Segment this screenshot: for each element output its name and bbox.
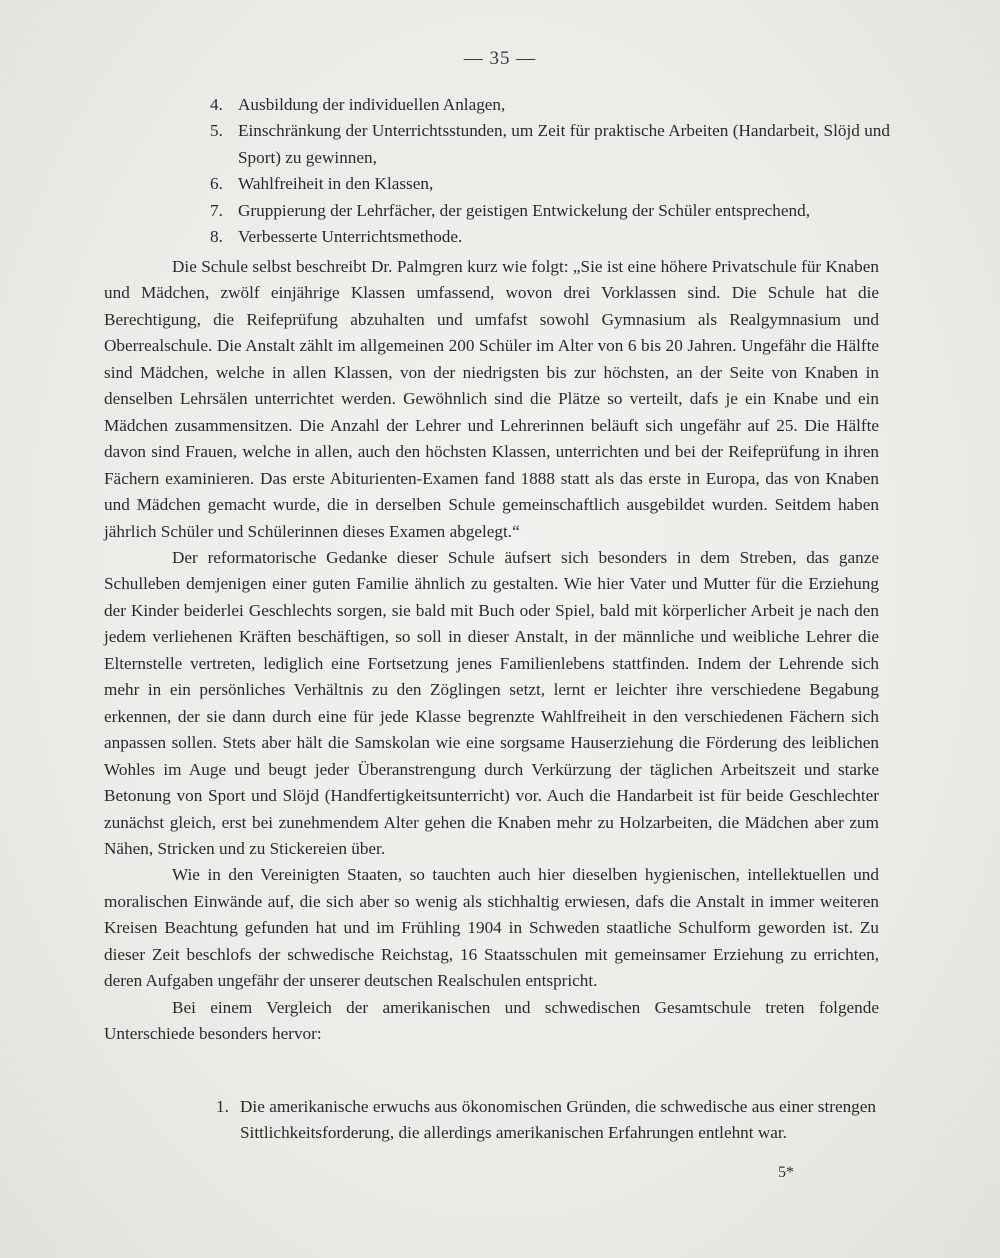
list-item [210, 118, 890, 171]
paragraph: Wie in den Vereinigten Staaten, so tauchten auch hier dieselben hygienischen, intellektuellen und moralischen Einwände auf, die sich aber so wenig als stichhaltig erwiesen, dafs die Anstalt in immer weiteren Kreisen Beachtung gefunden hat und im Frühling 1904 in Schweden staatliche Schulform geworden ist. Zu dieser Zeit beschlofs der schwedische Reichstag, 16 Staatsschulen mit gemeinsamer Erziehung zu errichten, deren Aufgaben ungefähr der unserer deutschen Realschulen entspricht. [104, 865, 879, 991]
list-item [210, 171, 890, 197]
list-item [210, 224, 890, 250]
list-item [216, 1094, 876, 1147]
signature-mark: 5* [778, 1164, 794, 1181]
list-item-number: 6. [210, 174, 223, 194]
list-item [210, 198, 890, 224]
list-item-number: 8. [210, 227, 223, 247]
list-item-text: Wahlfreiheit in den Klassen, [238, 174, 434, 194]
list-item-text: Ausbildung der individuellen Anlagen, [238, 95, 506, 114]
paragraph: Die Schule selbst beschreibt Dr. Palmgren kurz wie folgt: „Sie ist eine höhere Privatschule für Knaben und Mädchen, zwölf einjährige Klassen umfassend, wovon drei Vorklassen sind. Die Schule hat die Berechtigung, die Reifeprüfung abzuhalten und umfafst sowohl Gymnasium als Realgymnasium und Oberrealschule. Die Anstalt zählt im allgemeinen 200 Schüler im Alter von 6 bis 20 Jahren. Ungefähr die Hälfte sind Mädchen, welche in allen Klassen, von der niedrigsten bis zur höchsten, an der Seite von Knaben in denselben Lehrsälen unterrichtet werden. Gewöhnlich sind die Plätze so verteilt, dafs je ein Knabe und ein Mädchen zusammensitzen. Die Anzahl der Lehrer und Lehrerinnen beläuft sich ungefähr auf 25. Die Hälfte davon sind Frauen, welche in allen, auch den höchsten Klassen, unterrichten und bei der Reifeprüfung in ihren Fächern examinieren. Das erste Abiturienten-Examen fand 1888 statt als das erste in Europa, das von Knaben und Mädchen gemacht wurde, die in derselben Schule gemeinschaftlich ausgebildet wurden. Seitdem haben jährlich Schüler und Schülerinnen dieses Examen abgelegt.“ [104, 257, 879, 541]
page-number: — 35 — [463, 48, 537, 69]
list-item-text: Die amerikanische erwuchs aus ökonomischen Gründen, die schwedische aus einer strengen Sittlichkeitsforderung, die allerdings amerikanischen Erfahrungen entlehnt war. [240, 1097, 876, 1143]
list-item-number: 1. [216, 1097, 229, 1116]
numbered-list-top [210, 92, 890, 250]
list-item-number: 5. [210, 121, 223, 141]
list-item [210, 92, 890, 118]
list-item-number: 7. [210, 200, 223, 220]
paragraph: Bei einem Vergleich der amerikanischen und schwedischen Gesamtschule treten folgende Unterschiede besonders hervor: [104, 997, 879, 1044]
numbered-list-bottom [216, 1094, 876, 1147]
list-item-number: 4. [210, 95, 223, 114]
list-item-text: Einschränkung der Unterrichtsstunden, um Zeit für praktische Arbeiten (Handarbeit, Slöjd und Sport) zu gewinnen, [238, 121, 890, 167]
list-item-text: Verbesserte Unterrichtsmethode. [238, 227, 463, 247]
list-item-text: Gruppierung der Lehrfächer, der geistigen Entwickelung der Schüler entsprechend, [238, 200, 811, 220]
paragraph: Der reformatorische Gedanke dieser Schule äufsert sich besonders in dem Streben, das ganze Schulleben demjenigen einer guten Familie ähnlich zu gestalten. Wie hier Vater und Mutter für die Erziehung der Kinder beiderlei Geschlechts sorgen, sie bald mit Buch oder Spiel, bald mit körperlicher Arbeit je nach den jedem verliehenen Kräften beschäftigen, so soll in dieser Anstalt, in der männliche und weibliche Lehrer die Elternstelle vertreten, lediglich eine Fortsetzung jenes Familienlebens stattfinden. Indem der Lehrende sich mehr in ein persönliches Verhältnis zu den Zöglingen setzt, lernt er leichter ihre verschiedene Begabung erkennen, der sie dann durch eine für jede Klasse begrenzte Wahlfreiheit in den verschiedenen Fächern sich anpassen sollen. Stets aber hält die Samskolan wie eine sorgsame Hauserziehung die Förderung des leiblichen Wohles im Auge und beugt jeder Überanstrengung durch Verkürzung der täglichen Arbeitszeit und starke Betonung von Sport und Slöjd (Handfertigkeitsunterricht) vor. Auch die Handarbeit ist für beide Geschlechter zunächst gleich, erst bei zunehmendem Alter gehen die Knaben mehr zu Holzarbeiten, die Mädchen aber zum Nähen, Stricken und zu Stickereien über. [104, 547, 879, 858]
body-text [104, 254, 879, 1048]
